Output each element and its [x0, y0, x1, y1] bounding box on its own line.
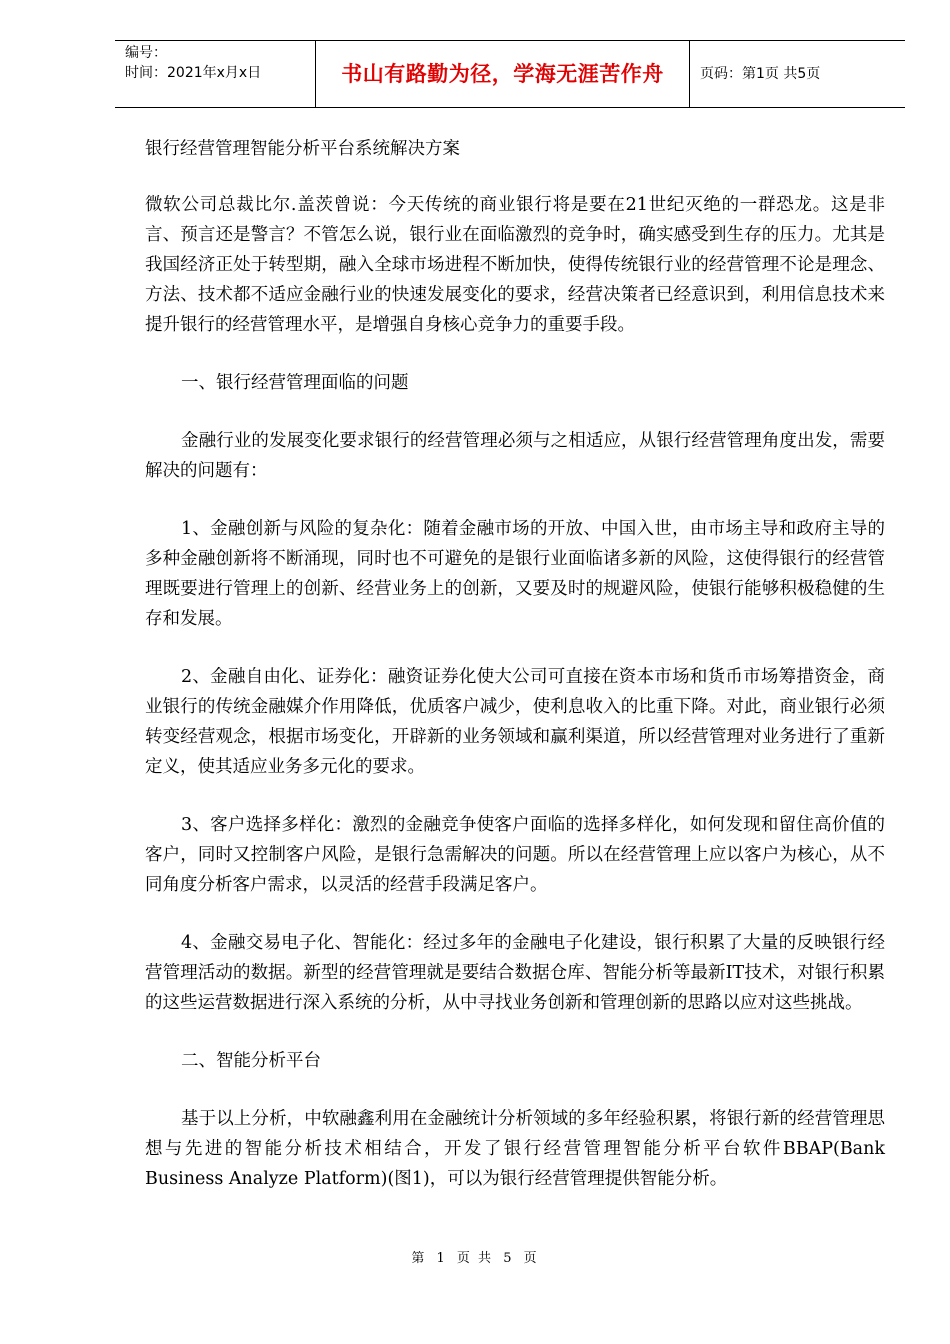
header-meta: [115, 41, 316, 107]
paragraph: 2、金融自由化、证券化：融资证券化使大公司可直接在资本市场和货币市场筹措资金，商业银行的传统金融媒介作用降低，优质客户减少，使利息收入的比重下降。对此，商业银行必须转变经营观念，根据市场变化，开辟新的业务领域和赢利渠道，所以经营管理对业务进行了重新定义，使其适应业务多元化的要求。: [145, 667, 885, 777]
footer-suffix: 页: [523, 1251, 539, 1266]
paragraph: 3、客户选择多样化：激烈的金融竞争使客户面临的选择多样化，如何发现和留住高价值的客户，同时又控制客户风险，是银行急需解决的问题。所以在经营管理上应以客户为核心，从不同角度分析客户需求，以灵活的经营手段满足客户。: [145, 815, 885, 895]
section-heading-2: 二、智能分析平台: [181, 1051, 321, 1071]
paragraph: 基于以上分析，中软融鑫利用在金融统计分析领域的多年经验积累，将银行新的经营管理思想与先进的智能分析技术相结合，开发了银行经营管理智能分析平台软件BBAP(Bank Business Analyze Platform)(图1)，可以为银行经营管理提供智能分析。: [145, 1109, 885, 1189]
header-number-label: 编号：: [125, 45, 167, 61]
footer-total-pages: 5: [503, 1251, 514, 1266]
section-heading-1: 一、银行经营管理面临的问题: [181, 373, 409, 393]
document-header: [115, 40, 905, 108]
paragraph: 金融行业的发展变化要求银行的经营管理必须与之相适应，从银行经营管理角度出发，需要解决的问题有：: [145, 431, 885, 481]
header-motto: 书山有路勤为径，学海无涯苦作舟: [316, 41, 690, 107]
document-body: [145, 134, 885, 1222]
paragraph: 4、金融交易电子化、智能化：经过多年的金融电子化建设，银行积累了大量的反映银行经营管理活动的数据。新型的经营管理就是要结合数据仓库、智能分析等最新IT技术，对银行积累的这些运营数据进行深入系统的分析，从中寻找业务创新和管理创新的思路以应对这些挑战。: [145, 933, 885, 1013]
paragraph: 1、金融创新与风险的复杂化：随着金融市场的开放、中国入世，由市场主导和政府主导的多种金融创新将不断涌现，同时也不可避免的是银行业面临诸多新的风险，这使得银行的经营管理既要进行管理上的创新、经营业务上的创新，又要及时的规避风险，使银行能够积极稳健的生存和发展。: [145, 519, 885, 629]
page-footer: [0, 1247, 950, 1266]
footer-page-number: 1: [436, 1251, 447, 1266]
document-title: 银行经营管理智能分析平台系统解决方案: [145, 139, 460, 159]
footer-mid: 页 共: [456, 1251, 494, 1266]
header-page-info: 页码：第1页 共5页: [700, 66, 821, 82]
header-time-label: 时间：2021年x月x日: [125, 65, 262, 81]
footer-prefix: 第: [411, 1251, 427, 1266]
paragraph-intro: 微软公司总裁比尔.盖茨曾说：今天传统的商业银行将是要在21世纪灭绝的一群恐龙。这是非言、预言还是警言？不管怎么说，银行业在面临激烈的竞争时，确实感受到生存的压力。尤其是我国经济正处于转型期，融入全球市场进程不断加快，使得传统银行业的经营管理不论是理念、方法、技术都不适应金融行业的快速发展变化的要求，经营决策者已经意识到，利用信息技术来提升银行的经营管理水平，是增强自身核心竞争力的重要手段。: [145, 195, 885, 335]
